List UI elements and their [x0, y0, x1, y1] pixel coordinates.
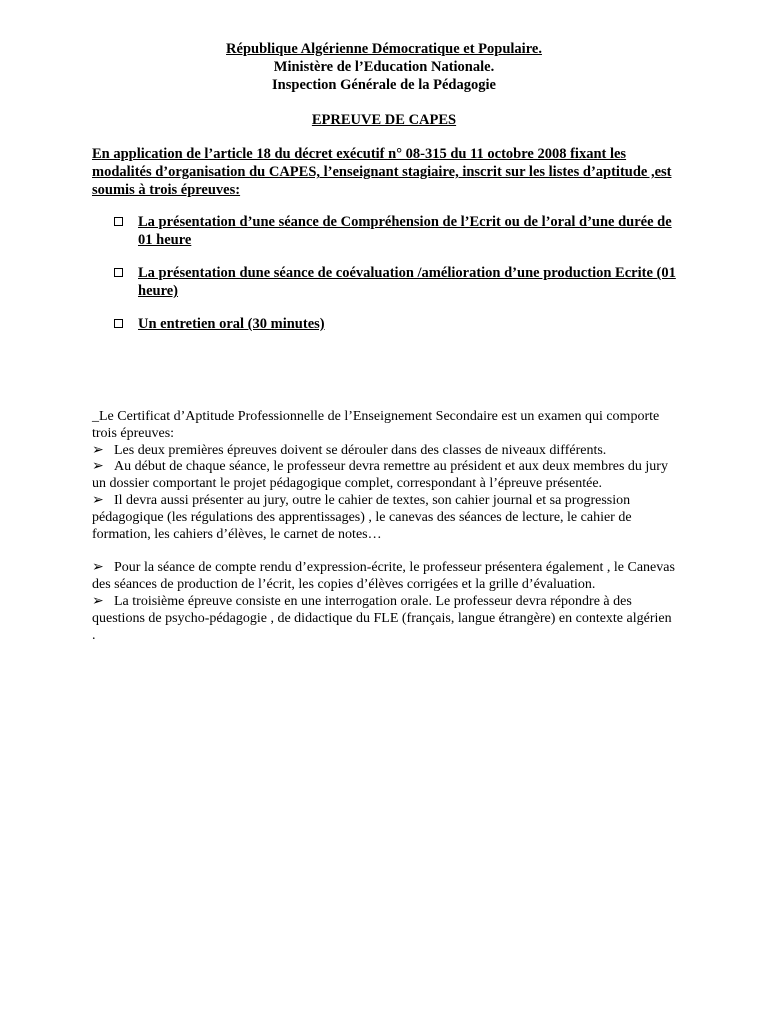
list-item: [92, 594, 677, 644]
document-header: [0, 40, 768, 94]
list-item-text: La présentation d’une séance de Compréhension de l’Ecrit ou de l’oral d’une durée de 01 heure: [138, 214, 672, 248]
arrow-bullet-icon: ➢: [92, 560, 104, 576]
header-republic: République Algérienne Démocratique et Populaire.: [226, 41, 542, 57]
arrow-bullet-icon: ➢: [92, 459, 104, 475]
checkbox-bullet-icon: [114, 217, 123, 226]
list-item: [112, 213, 677, 249]
list-item: [92, 560, 677, 594]
paragraph-spacer: [92, 543, 677, 560]
checkbox-bullet-icon: [114, 268, 123, 277]
arrow-bullet-icon: ➢: [92, 492, 104, 508]
list-item-text: Il devra aussi présenter au jury, outre le cahier de textes, son cahier journal et sa progression pédagogique (les régulations des apprentissages) , le canevas des séances de lecture, le cahier de formation, les cahiers d’élèves, le carnet de notes…: [92, 492, 632, 542]
list-item-text: Les deux premières épreuves doivent se dérouler dans des classes de niveaux différents.: [114, 442, 607, 458]
list-item-text: Au début de chaque séance, le professeur devra remettre au président et aux deux membres du jury un dossier comportant le projet pédagogique complet, correspondant à l’épreuve présentée.: [92, 459, 668, 492]
list-item-text: La troisième épreuve consiste en une interrogation orale. Le professeur devra répondre à des questions de psycho-pédagogie , de didactique du FLE (français, langue étrangère) en contexte algérien .: [92, 593, 672, 643]
header-inspection: Inspection Générale de la Pédagogie: [272, 77, 496, 93]
epreuves-list: [112, 213, 677, 348]
list-item-text: Un entretien oral (30 minutes): [138, 316, 325, 332]
checkbox-bullet-icon: [114, 319, 123, 328]
list-item-text: Pour la séance de compte rendu d’expression-écrite, le professeur présentera également , le Canevas des séances de production de l’écrit, les copies d’élèves corrigées et la grille d’évaluation.: [92, 560, 675, 593]
body-text: [92, 409, 677, 644]
page-title: EPREUVE DE CAPES: [311, 112, 457, 128]
arrow-bullet-icon: ➢: [92, 593, 104, 609]
list-item: [92, 443, 677, 460]
intro-paragraph: En application de l’article 18 du décret exécutif n° 08-315 du 11 octobre 2008 fixant les modalités d’organisation du CAPES, l’enseignant stagiaire, inscrit sur les listes d’aptitude ,est soumis à trois épreuves:: [92, 146, 672, 198]
list-item: [92, 459, 677, 493]
header-ministry: Ministère de l’Education Nationale.: [273, 59, 495, 75]
list-item-text: La présentation dune séance de coévaluation /amélioration d’une production Ecrite (01 heure): [138, 265, 676, 299]
list-item: [112, 315, 677, 333]
list-item: [92, 493, 677, 543]
body-intro: _Le Certificat d’Aptitude Professionnelle de l’Enseignement Secondaire est un examen qui comporte trois épreuves:: [92, 409, 660, 441]
arrow-bullet-icon: ➢: [92, 442, 104, 458]
list-item: [112, 264, 677, 300]
